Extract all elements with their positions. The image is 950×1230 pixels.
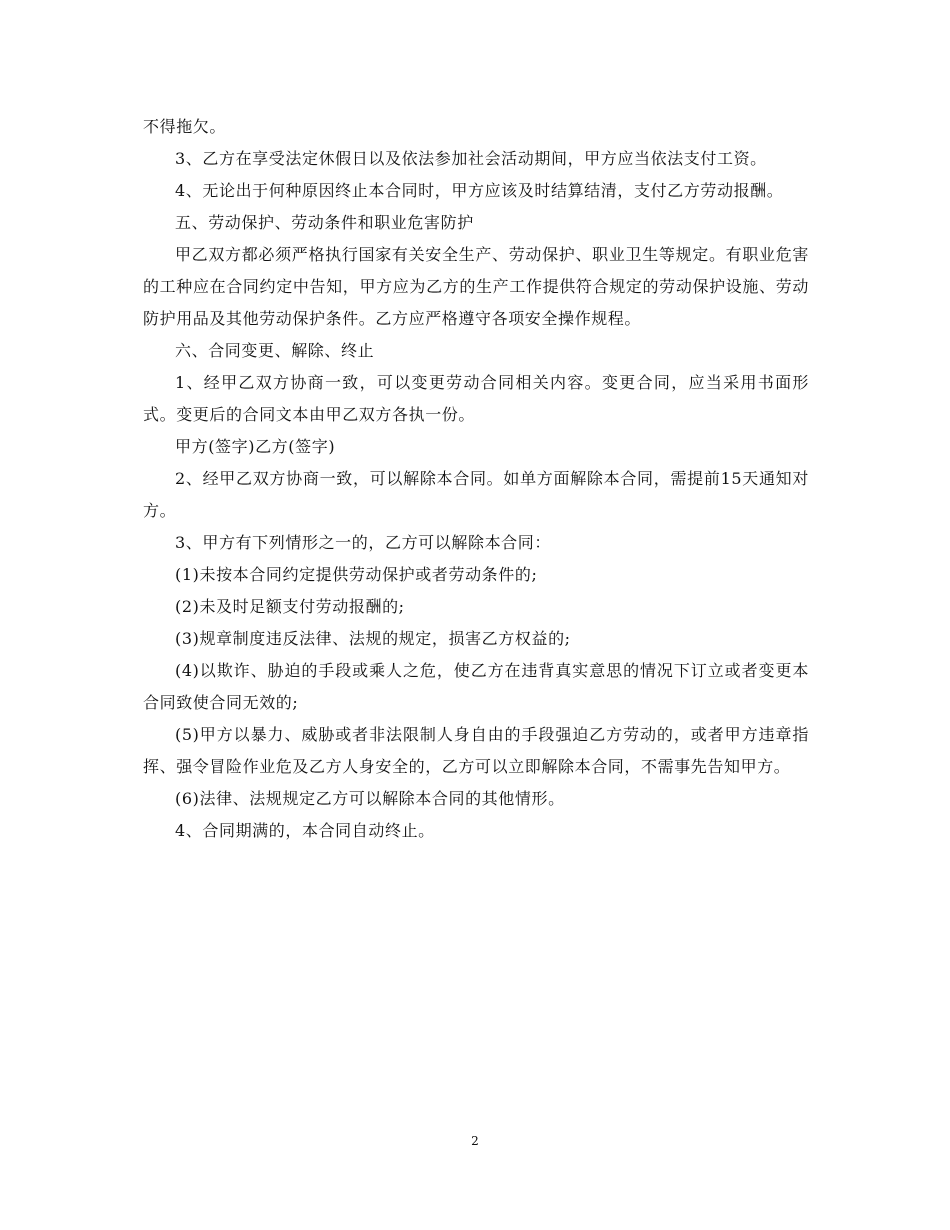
page-number: 2 bbox=[471, 1134, 479, 1148]
paragraph: 3、乙方在享受法定休假日以及依法参加社会活动期间，甲方应当依法支付工资。 bbox=[175, 149, 767, 168]
list-item: (3)规章制度违反法律、法规的规定，损害乙方权益的; bbox=[175, 629, 571, 648]
paragraph: 4、合同期满的，本合同自动终止。 bbox=[175, 821, 435, 840]
list-item: (4)以欺诈、胁迫的手段或乘人之危，使乙方在违背真实意思的情况下订立或者变更本合同致使合同无效的; bbox=[143, 661, 809, 712]
paragraph: 3、甲方有下列情形之一的，乙方可以解除本合同： bbox=[175, 533, 551, 552]
paragraph: 甲乙双方都必须严格执行国家有关安全生产、劳动保护、职业卫生等规定。有职业危害的工种应在合同约定中告知，甲方应为乙方的生产工作提供符合规定的劳动保护设施、劳动防护用品及其他劳动保护条件。乙方应严格遵守各项安全操作规程。 bbox=[143, 245, 809, 328]
document-body bbox=[143, 111, 809, 847]
signature-line: 甲方(签字)乙方(签字) bbox=[175, 437, 336, 456]
list-item: (1)未按本合同约定提供劳动保护或者劳动条件的; bbox=[175, 565, 538, 584]
section-heading: 六、合同变更、解除、终止 bbox=[175, 341, 375, 360]
paragraph: 2、经甲乙双方协商一致，可以解除本合同。如单方面解除本合同，需提前15天通知对方。 bbox=[143, 469, 809, 520]
paragraph: 不得拖欠。 bbox=[143, 117, 227, 136]
paragraph: 1、经甲乙双方协商一致，可以变更劳动合同相关内容。变更合同，应当采用书面形式。变更后的合同文本由甲乙双方各执一份。 bbox=[143, 373, 809, 424]
list-item: (6)法律、法规规定乙方可以解除本合同的其他情形。 bbox=[175, 789, 565, 808]
list-item: (2)未及时足额支付劳动报酬的; bbox=[175, 597, 405, 616]
paragraph: 4、无论出于何种原因终止本合同时，甲方应该及时结算结清，支付乙方劳动报酬。 bbox=[175, 181, 784, 200]
section-heading: 五、劳动保护、劳动条件和职业危害防护 bbox=[175, 213, 474, 232]
list-item: (5)甲方以暴力、威胁或者非法限制人身自由的手段强迫乙方劳动的，或者甲方违章指挥、强令冒险作业危及乙方人身安全的，乙方可以立即解除本合同，不需事先告知甲方。 bbox=[143, 725, 809, 776]
